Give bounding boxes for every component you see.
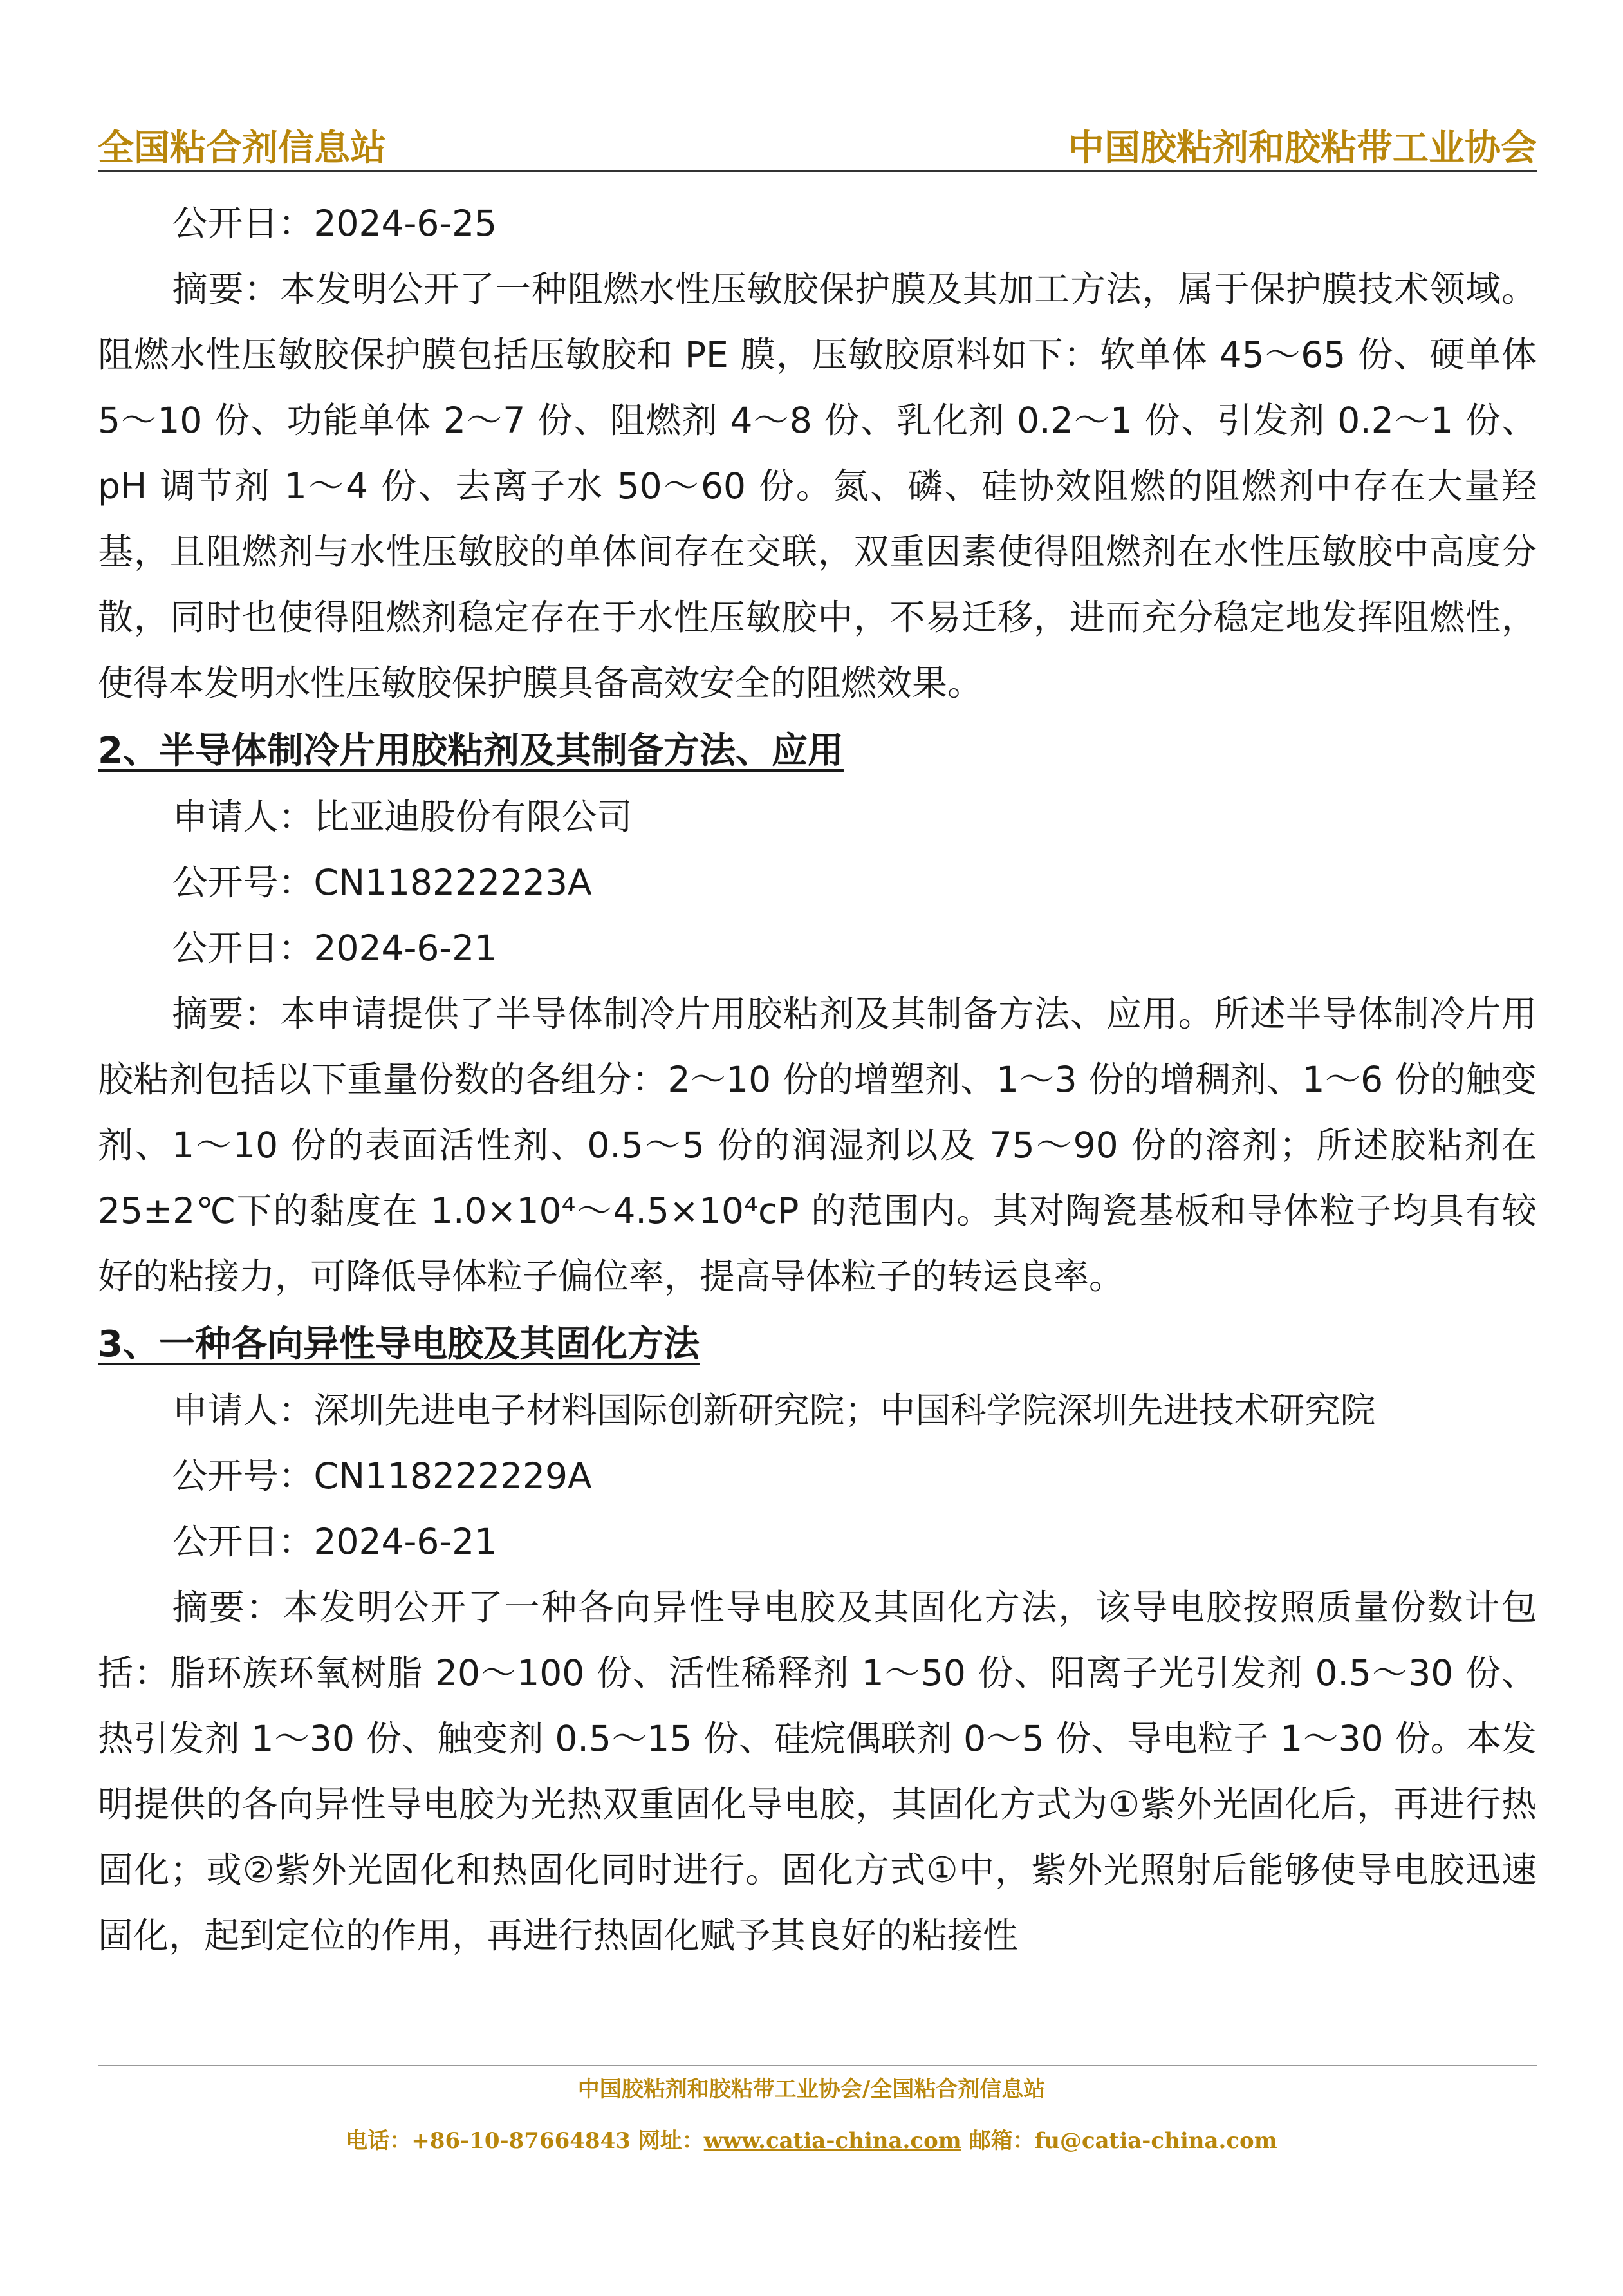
entry-2-title-text: 2、半导体制冷片用胶粘剂及其制备方法、应用 xyxy=(98,730,844,772)
page-header xyxy=(98,108,1537,172)
patent-entry-2 xyxy=(98,716,1537,1309)
entry-3-title xyxy=(98,1309,1537,1377)
entry-3-pub-date: 公开日：2024-6-21 xyxy=(172,1521,497,1562)
footer-website-link[interactable]: www.catia-china.com xyxy=(703,2128,961,2154)
header-association-name: 中国胶粘剂和胶粘带工业协会 xyxy=(1068,127,1537,169)
entry-2-applicant: 申请人：比亚迪股份有限公司 xyxy=(172,796,633,837)
footer-organization: 中国胶粘剂和胶粘带工业协会/全国粘合剂信息站 xyxy=(577,2077,1046,2102)
patent-entry-3 xyxy=(98,1309,1537,1968)
entry-3-pub-no: 公开号：CN118222229A xyxy=(172,1455,592,1497)
entry-2-abstract: 摘要：本申请提供了半导体制冷片用胶粘剂及其制备方法、应用。所述半导体制冷片用胶粘剂包括以下重量份数的各组分：2～10 份的增塑剂、1～3 份的增稠剂、1～6 份的触变剂、1～10 份的表面活性剂、0.5～5 份的润湿剂以及 75～90 份的溶剂；所述胶粘剂在 25±2℃下的黏度在 1.0×10⁴～4.5×10⁴cP 的范围内。其对陶瓷基板和导体粒子均具有较好的粘接力，可降低导体粒子偏位率，提高导体粒子的转运良率。 xyxy=(98,993,1537,1297)
entry-1-abstract: 摘要：本发明公开了一种阻燃水性压敏胶保护膜及其加工方法，属于保护膜技术领域。阻燃水性压敏胶保护膜包括压敏胶和 PE 膜，压敏胶原料如下：软单体 45～65 份、硬单体 5～10 份、功能单体 2～7 份、阻燃剂 4～8 份、乳化剂 0.2～1 份、引发剂 0.2～1 份、pH 调节剂 1～4 份、去离子水 50～60 份。氮、磷、硅协效阻燃的阻燃剂中存在大量羟基，且阻燃剂与水性压敏胶的单体间存在交联，双重因素使得阻燃剂在水性压敏胶中高度分散，同时也使得阻燃剂稳定存在于水性压敏胶中，不易迁移，进而充分稳定地发挥阻燃性，使得本发明水性压敏胶保护膜具备高效安全的阻燃效果。 xyxy=(98,268,1537,704)
footer-phone: 电话：+86-10-87664843 网址： xyxy=(346,2128,704,2154)
entry-3-abstract: 摘要：本发明公开了一种各向异性导电胶及其固化方法，该导电胶按照质量份数计包括：脂环族环氧树脂 20～100 份、活性稀释剂 1～50 份、阳离子光引发剂 0.5～30 份、热引发剂 1～30 份、触变剂 0.5～15 份、硅烷偶联剂 0～5 份、导电粒子 1～30 份。本发明提供的各向异性导电胶为光热双重固化导电胶，其固化方式为①紫外光固化后，再进行热固化；或②紫外光固化和热固化同时进行。固化方式①中，紫外光照射后能够使导电胶迅速固化，起到定位的作用，再进行热固化赋予其良好的粘接性 xyxy=(98,1587,1537,1956)
patent-entry-1 xyxy=(98,191,1537,716)
footer-email: 邮箱：fu@catia-china.com xyxy=(961,2128,1277,2154)
entry-1-pub-date: 公开日：2024-6-25 xyxy=(172,203,497,244)
entry-2-title xyxy=(98,716,1537,784)
entry-3-title-text: 3、一种各向异性导电胶及其固化方法 xyxy=(98,1323,700,1365)
header-site-name: 全国粘合剂信息站 xyxy=(98,127,386,169)
entry-2-pub-date: 公开日：2024-6-21 xyxy=(172,928,497,969)
entry-3-applicant: 申请人：深圳先进电子材料国际创新研究院；中国科学院深圳先进技术研究院 xyxy=(172,1390,1376,1431)
footer-contact xyxy=(0,2123,1623,2154)
footer-divider xyxy=(98,2065,1537,2066)
document-body xyxy=(98,191,1537,1968)
entry-2-pub-no: 公开号：CN118222223A xyxy=(172,862,592,903)
